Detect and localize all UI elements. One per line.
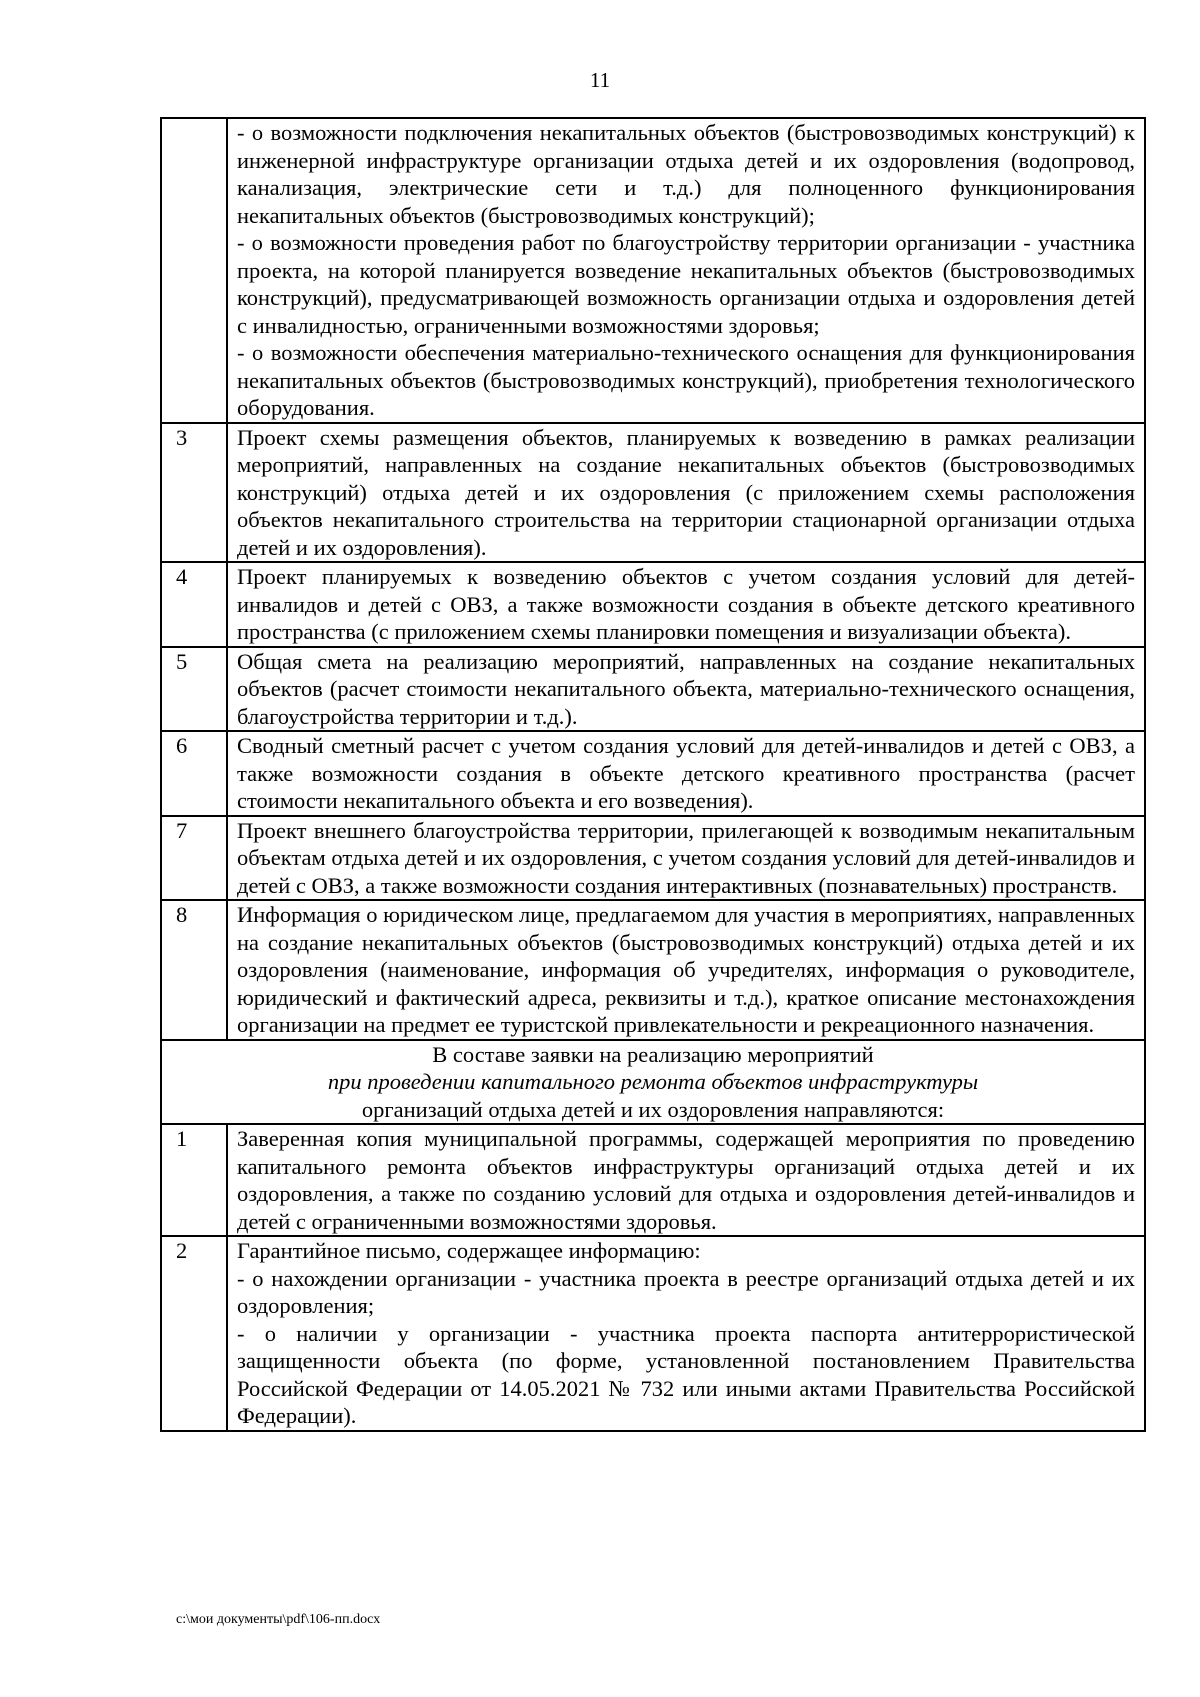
row-text bbox=[227, 118, 1145, 423]
section-header-line: организаций отдыха детей и их оздоровления направляются: bbox=[361, 1096, 945, 1122]
row-text bbox=[227, 647, 1145, 732]
row-number: 2 bbox=[161, 1236, 227, 1431]
paragraph: Информация о юридическом лице, предлагаемом для участия в мероприятиях, направленных на создание некапитальных объектов (быстровозводимых конструкций) отдыха детей и их оздоровления (наименование, информация об учредителях, информация о руководителе, юридический и фактический адреса, реквизиты и т.д.), краткое описание местонахождения организации на предмет ее туристской привлекательности и рекреационного назначения. bbox=[237, 902, 1135, 1037]
paragraph: Проект схемы размещения объектов, планируемых к возведению в рамках реализации мероприятий, направленных на создание некапитальных объектов (быстровозводимых конструкций) отдыха детей и их оздоровления (с приложением схемы расположения объектов некапитального строительства на территории стационарной организации отдыха детей и их оздоровления). bbox=[237, 424, 1135, 560]
table-row bbox=[161, 1124, 1145, 1236]
row-number: 5 bbox=[161, 647, 227, 732]
paragraph: - о возможности подключения некапитальных объектов (быстровозводимых конструкций) к инженерной инфраструктуре организации отдыха детей и их оздоровления (водопровод, канализация, электрические сети и т.д.) для полноценного функционирования некапитальных объектов (быстровозводимых конструкций); bbox=[237, 120, 1135, 228]
footer-file-path: c:\мои документы\pdf\106-пп.docx bbox=[176, 1612, 381, 1627]
row-text bbox=[227, 900, 1145, 1040]
row-number: 3 bbox=[161, 423, 227, 563]
table-row bbox=[161, 731, 1145, 816]
paragraph: Общая смета на реализацию мероприятий, направленных на создание некапитальных объектов (расчет стоимости некапитального объекта, материально-технического оснащения, благоустройства территории и т.д.). bbox=[237, 648, 1135, 729]
row-text bbox=[227, 562, 1145, 647]
table-row bbox=[161, 647, 1145, 732]
row-number: 1 bbox=[161, 1124, 227, 1236]
section-header-line: В составе заявки на реализацию мероприятий bbox=[432, 1041, 874, 1067]
table-row bbox=[161, 816, 1145, 901]
paragraph: - о нахождении организации - участника проекта в реестре организаций отдыха детей и их оздоровления; bbox=[237, 1265, 1135, 1318]
row-number: 4 bbox=[161, 562, 227, 647]
row-number bbox=[161, 118, 227, 423]
table-row bbox=[161, 562, 1145, 647]
row-text bbox=[227, 1124, 1145, 1236]
requirements-table bbox=[160, 117, 1146, 1432]
row-text bbox=[227, 731, 1145, 816]
table-row bbox=[161, 118, 1145, 423]
paragraph: Сводный сметный расчет с учетом создания условий для детей-инвалидов и детей с ОВЗ, а также возможности создания в объекте детского креативного пространства (расчет стоимости некапитального объекта и его возведения). bbox=[237, 733, 1135, 813]
row-number: 7 bbox=[161, 816, 227, 901]
paragraph: - о наличии у организации - участника проекта паспорта антитеррористической защищенности объекта (по форме, установленной постановлением Правительства Российской Федерации от 14.05.2021 № 732 или иными актами Правительства Российской Федерации). bbox=[237, 1320, 1135, 1428]
table-row bbox=[161, 1236, 1145, 1431]
paragraph: Заверенная копия муниципальной программы, содержащей мероприятия по проведению капитального ремонта объектов инфраструктуры организаций отдыха детей и их оздоровления, а также по созданию условий для отдыха и оздоровления детей-инвалидов и детей с ограниченными возможностями здоровья. bbox=[237, 1126, 1135, 1234]
row-text bbox=[227, 1236, 1145, 1431]
paragraph: - о возможности проведения работ по благоустройству территории организации - участника проекта, на которой планируется возведение некапитальных объектов (быстровозводимых конструкций), предусматривающей возможность организации отдыха и оздоровления детей с инвалидностью, ограниченными возможностями здоровья; bbox=[237, 230, 1135, 338]
table-row bbox=[161, 900, 1145, 1040]
table-row bbox=[161, 423, 1145, 563]
section-header bbox=[161, 1040, 1145, 1125]
paragraph: Гарантийное письмо, содержащее информацию: bbox=[237, 1238, 701, 1263]
paragraph: - о возможности обеспечения материально-технического оснащения для функционирования некапитальных объектов (быстровозводимых конструкций), приобретения технологического оборудования. bbox=[237, 340, 1135, 420]
row-number: 8 bbox=[161, 900, 227, 1040]
section-header-row bbox=[161, 1040, 1145, 1125]
paragraph: Проект внешнего благоустройства территории, прилегающей к возводимым некапитальным объектам отдыха детей и их оздоровления, с учетом создания условий для детей-инвалидов и детей с ОВЗ, а также возможности создания интерактивных (познавательных) пространств. bbox=[237, 817, 1135, 898]
paragraph: Проект планируемых к возведению объектов с учетом создания условий для детей-инвалидов и детей с ОВЗ, а также возможности создания в объекте детского креативного пространства (с приложением схемы планировки помещения и визуализации объекта). bbox=[237, 564, 1135, 644]
row-number: 6 bbox=[161, 731, 227, 816]
page-number: 11 bbox=[589, 68, 611, 92]
section-header-line-italic: при проведении капитального ремонта объектов инфраструктуры bbox=[327, 1069, 979, 1094]
row-text bbox=[227, 423, 1145, 563]
row-text bbox=[227, 816, 1145, 901]
